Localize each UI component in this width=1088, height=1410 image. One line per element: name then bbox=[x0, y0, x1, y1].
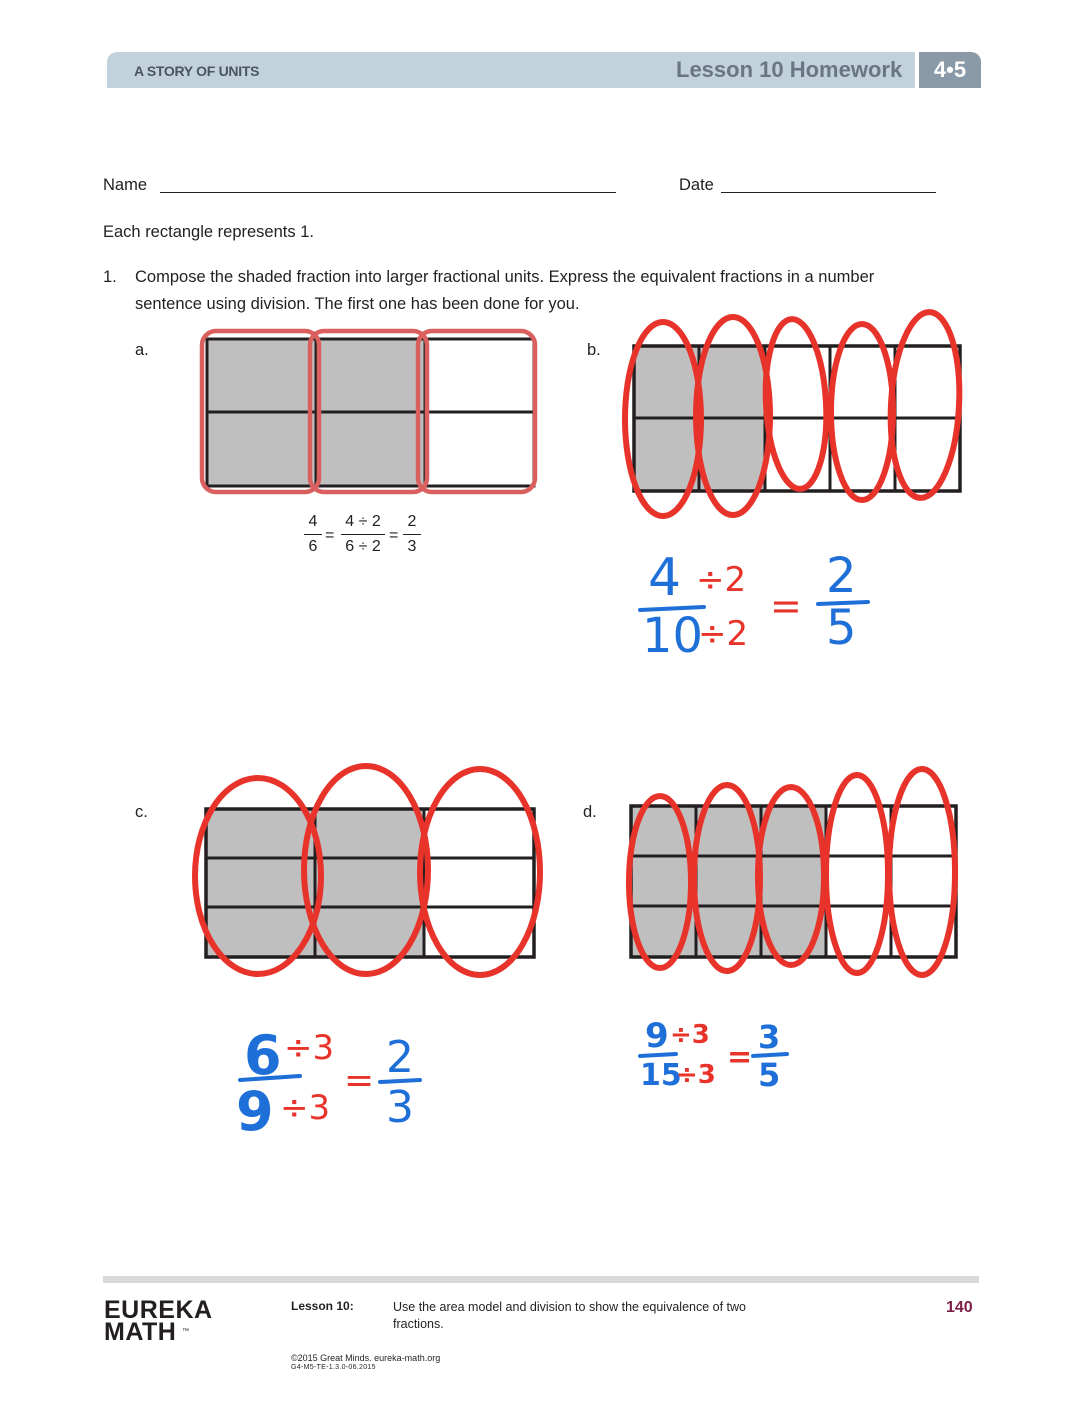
eureka-logo-line2: MATH bbox=[104, 1318, 177, 1346]
part-a-equals-1: = bbox=[325, 527, 335, 544]
part-b-hw-denominator-div: ÷2 bbox=[698, 614, 749, 654]
part-d-hw-result-den: 5 bbox=[758, 1056, 781, 1094]
logo-trademark: ™ bbox=[182, 1328, 189, 1335]
name-label: Name bbox=[103, 176, 148, 194]
eureka-logo-line1: EUREKA bbox=[104, 1296, 213, 1324]
part-a-equals-2: = bbox=[389, 527, 399, 544]
part-b-area-model bbox=[625, 310, 964, 516]
part-b-hand-circle bbox=[831, 324, 893, 500]
copyright-text: ©2015 Great Minds. eureka-math.org bbox=[291, 1353, 441, 1363]
lesson-title: Lesson 10 Homework bbox=[676, 57, 903, 82]
part-c-hw-result-den: 3 bbox=[386, 1082, 414, 1133]
problem-number: 1. bbox=[103, 268, 117, 286]
grade-module-badge: 4•5 bbox=[919, 52, 981, 88]
part-d-hw-result-num: 3 bbox=[758, 1018, 781, 1056]
problem-text-line2: sentence using division. The first one has been done for you. bbox=[135, 295, 580, 313]
problem-text-line1: Compose the shaded fraction into larger fractional units. Express the equivalent fractions in a number bbox=[135, 268, 875, 286]
part-a-fraction-original: 4 6 bbox=[304, 513, 322, 556]
part-b-hw-result-den: 5 bbox=[826, 600, 857, 656]
part-c-hw-denominator-div: ÷3 bbox=[280, 1088, 331, 1128]
part-b-hw-numerator: 4 bbox=[648, 548, 682, 608]
part-a-fraction-result: 2 3 bbox=[403, 513, 421, 556]
footer-lesson-description: Use the area model and division to show the equivalence of two fractions. bbox=[393, 1300, 746, 1331]
part-c-hw-numerator: 6 bbox=[244, 1024, 282, 1087]
part-b-label: b. bbox=[587, 341, 601, 359]
series-title: A STORY OF UNITS bbox=[134, 63, 260, 79]
part-c-hw-denominator: 9 bbox=[236, 1080, 274, 1143]
part-c-label: c. bbox=[135, 803, 148, 821]
part-d-hand-circle bbox=[889, 769, 955, 975]
document-code: G4-M5-TE-1.3.0-06.2015 bbox=[291, 1364, 376, 1371]
part-d-area-model bbox=[629, 769, 956, 975]
date-label: Date bbox=[679, 176, 714, 194]
part-d-hw-equals: = bbox=[727, 1040, 753, 1075]
intro-text: Each rectangle represents 1. bbox=[103, 223, 314, 241]
part-c-hw-result-num: 2 bbox=[386, 1032, 414, 1083]
part-d-label: d. bbox=[583, 803, 597, 821]
part-c-hw-equals: = bbox=[344, 1060, 375, 1101]
part-b-hw-numerator-div: ÷2 bbox=[696, 560, 747, 600]
part-d-hw-denominator: 15 bbox=[640, 1058, 682, 1093]
part-b-hw-result-num: 2 bbox=[826, 548, 857, 604]
part-d-hw-numerator-div: ÷3 bbox=[670, 1020, 710, 1050]
part-c-area-model bbox=[195, 766, 540, 975]
part-c-hw-numerator-div: ÷3 bbox=[284, 1028, 335, 1068]
part-a-fraction-division: 4 ÷ 2 6 ÷ 2 bbox=[341, 513, 385, 556]
part-b-hw-equals: = bbox=[770, 584, 802, 628]
part-b-hand-circle bbox=[886, 310, 964, 499]
part-d-hw-denominator-div: ÷3 bbox=[676, 1060, 716, 1090]
footer-rule bbox=[103, 1276, 979, 1283]
footer-lesson-label: Lesson 10: bbox=[291, 1299, 354, 1313]
part-a-area-model bbox=[202, 331, 535, 492]
part-b-hw-denominator: 10 bbox=[642, 608, 704, 664]
part-a-label: a. bbox=[135, 341, 149, 359]
part-c-hand-circle bbox=[420, 769, 540, 975]
page-number: 140 bbox=[946, 1299, 973, 1316]
part-d-hw-numerator: 9 bbox=[645, 1016, 669, 1056]
